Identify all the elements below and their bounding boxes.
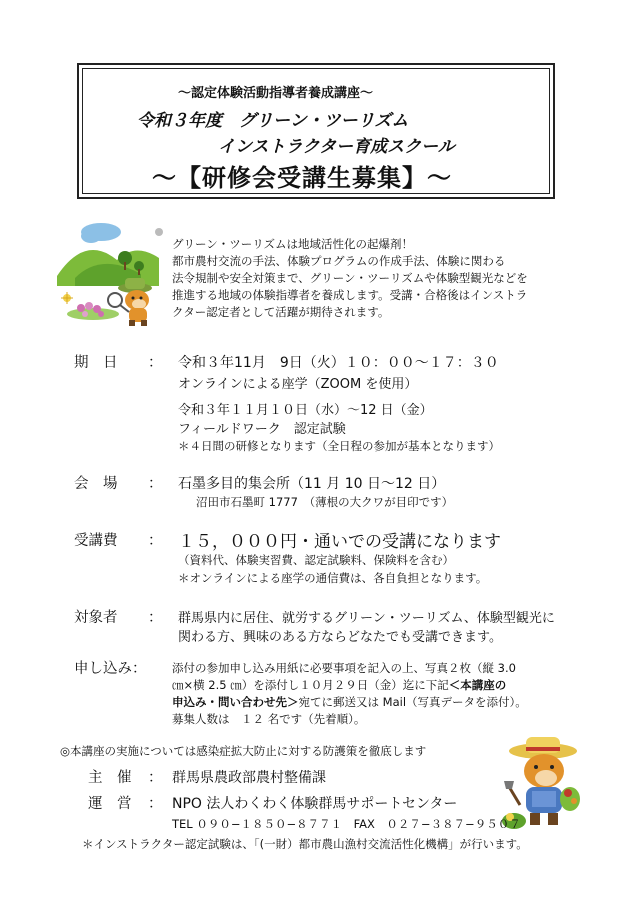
intro-line-1: グリーン・ツーリズムは地域活性化の起爆剤！	[172, 237, 414, 251]
intro-line-3: 法令規制や安全対策まで、グリーン・ツーリズムや体験型観光などを	[172, 271, 528, 285]
application-line-4: 募集人数は １２ 名です（先着順）。	[172, 712, 366, 726]
organizer-label: 主 催	[88, 770, 132, 786]
exam-footnote: ＊インストラクター認定試験は、「(一財）都市農山漁村交流活性化機構」が行います。	[82, 837, 528, 851]
fee-colon: ：	[148, 533, 163, 549]
fee-amount: １５，０００円・通いでの受講になります	[178, 532, 501, 552]
operator-label: 運 営	[88, 796, 132, 812]
target-colon: ：	[148, 610, 163, 626]
operator-value: NPO 法人わくわく体験群馬サポートセンター	[172, 796, 458, 812]
schedule-line-3: 令和３年１１月１０日（水）〜12 日（金）	[178, 403, 433, 418]
application-label: 申し込み：	[74, 661, 147, 677]
contact-phone-fax: TEL ０９０−１８５０−８７７１ FAX ０２７−３８７−９５０７	[172, 817, 521, 831]
schedule-line-2: オンラインによる座学（ZOOM を使用）	[178, 377, 418, 392]
schedule-colon: ：	[148, 355, 163, 371]
target-line-2: 関わる方、興味のある方ならどなたでも受講できます。	[178, 630, 502, 645]
venue-address: 沼田市石墨町 1777 （薄根の大クワが目印です）	[196, 495, 454, 509]
intro-line-5: クター認定者として活躍が期待されます。	[172, 305, 390, 319]
title-line-2: インストラクター育成スクール	[218, 137, 455, 157]
target-line-1: 群馬県内に居住、就労するグリーン・ツーリズム、体験型観光に	[178, 611, 555, 626]
intro-line-4: 推進する地域の体験指導者を養成します。受講・合格後はインストラ	[172, 288, 528, 302]
venue-name: 石墨多目的集会所（11 月 10 日〜12 日）	[178, 476, 446, 492]
operator-colon: ：	[148, 796, 163, 812]
application-contact-ref-start: ＜本講座の	[448, 678, 507, 692]
application-line-3	[172, 694, 527, 712]
schedule-line-1: 令和３年11月 9日（火）１０：００〜１７：３０	[178, 355, 499, 371]
schedule-label: 期 日	[74, 355, 118, 371]
application-line-2	[172, 677, 506, 695]
fee-note: ＊オンラインによる座学の通信費は、各自負担となります。	[178, 571, 488, 585]
main-title: 〜【研修会受講生募集】〜	[152, 164, 452, 192]
fee-label: 受講費	[74, 533, 118, 549]
intro-line-2: 都市農村交流の手法、体験プログラムの作成手法、体験に関わる	[172, 254, 506, 268]
course-subtitle: 〜認定体験活動指導者養成講座〜	[178, 86, 374, 101]
application-line-3-text: 宛てに郵送又は Mail（写真データを添付）。	[298, 695, 527, 709]
venue-label: 会 場	[74, 476, 118, 492]
application-line-2-text: ㎝×横 2.5 ㎝）を添付し１０月２９日（金）迄に下記	[172, 678, 449, 692]
application-line-1: 添付の参加申し込み用紙に必要事項を記入の上、写真２枚（縦 3.0	[172, 661, 516, 675]
schedule-line-4: フィールドワーク 認定試験	[178, 422, 346, 437]
infection-control-note: ◎本講座の実施については感染症拡大防止に対する防護策を徹底します	[60, 744, 427, 758]
organizer-colon: ：	[148, 770, 163, 786]
mascot-horse-magnifier-illustration	[105, 270, 165, 330]
application-contact-ref-end: 申込み・問い合わせ先＞	[172, 695, 299, 709]
fee-detail: （資料代、体験実習費、認定試験料、保険料を含む）	[178, 553, 454, 567]
venue-colon: ：	[148, 476, 163, 492]
schedule-note: ＊４日間の研修となります（全日程の参加が基本となります）	[178, 439, 500, 453]
title-line-1: 令和３年度 グリーン・ツーリズム	[137, 111, 409, 131]
target-label: 対象者	[74, 610, 118, 626]
organizer-value: 群馬県農政部農村整備課	[172, 770, 326, 786]
